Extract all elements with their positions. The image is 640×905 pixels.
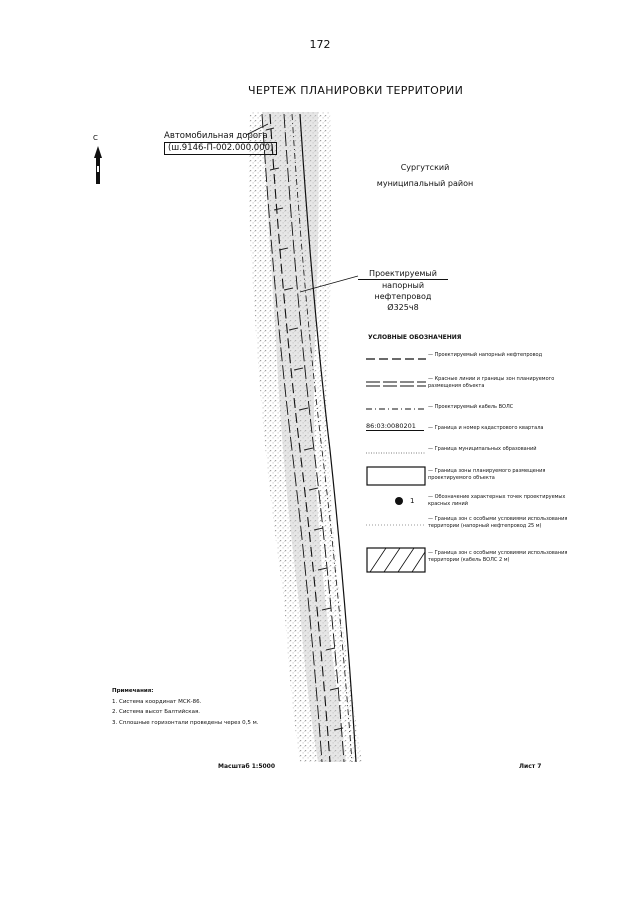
legend-symbol-cable-zone <box>366 547 428 573</box>
note-line: 3. Сплошные горизонтали проведены через 0,5 м. <box>112 719 259 726</box>
legend-text: — Граница зоны планируемого размещения проектируемого объекта <box>428 468 546 481</box>
legend-symbol-pipeline <box>366 356 426 362</box>
note-line: 1. Система координат МСК-86. <box>112 698 202 705</box>
legend-text: — Проектируемый кабель ВОЛС <box>428 404 514 410</box>
legend-symbol-zone-border <box>366 466 428 486</box>
legend-symbol-cable <box>366 406 426 412</box>
legend-cadastral-code: 86:03:0080201 <box>366 422 424 431</box>
sheet-label: Лист 7 <box>519 763 542 770</box>
pipeline-label <box>358 268 448 313</box>
legend-symbol-red-lines <box>366 380 426 388</box>
district-label-line2: муниципальный район <box>376 179 474 188</box>
legend-text: — Красные линии и границы зон планируемого размещения объекта <box>428 376 555 389</box>
scale-label: Масштаб 1:5000 <box>218 763 276 770</box>
pipeline-label-line3: нефтепровод <box>374 292 432 301</box>
legend-point-marker-icon <box>394 496 404 506</box>
legend-item <box>366 376 581 406</box>
notes-title: Примечания: <box>112 688 154 694</box>
north-arrow-icon <box>91 146 105 186</box>
road-label-line1: Автомобильная дорога <box>164 131 277 143</box>
district-label-line1: Сургутский <box>400 163 450 172</box>
legend-text: — Граница муниципальных образований <box>428 446 537 452</box>
north-letter: С <box>93 134 98 142</box>
legend-point-number: 1 <box>410 497 415 505</box>
drawing-title: ЧЕРТЕЖ ПЛАНИРОВКИ ТЕРРИТОРИИ <box>248 84 464 97</box>
note-line: 2. Система высот Балтийская. <box>112 709 200 715</box>
legend-item <box>366 466 581 496</box>
district-label <box>350 160 500 192</box>
notes <box>112 686 259 728</box>
pipeline-label-line4: Ø325ч8 <box>387 303 419 312</box>
legend-symbol-municipal-border <box>366 450 426 456</box>
legend-item <box>366 516 581 546</box>
legend-symbol-pipeline-zone <box>366 522 426 528</box>
road-label <box>164 131 277 155</box>
pipeline-label-line1: Проектируемый <box>358 268 448 280</box>
north-arrow <box>91 134 105 186</box>
road-label-line2: (ш.9146-П-002.000.000) <box>164 143 277 155</box>
legend-text: — Граница зон с особыми условиями использования территории (кабель ВОЛС 2 м) <box>428 550 568 563</box>
legend-item <box>366 547 581 577</box>
legend-text: — Граница зон с особыми условиями использования территории (напорный нефтепровод 25 м) <box>428 516 568 529</box>
legend-text: — Проектируемый напорный нефтепровод <box>428 352 543 358</box>
legend-text: — Граница и номер кадастрового квартала <box>428 425 544 431</box>
pipeline-label-line2: напорный <box>381 281 425 290</box>
legend-text: — Обозначение характерных точек проектируемых красных линий <box>428 494 566 507</box>
page-number: 172 <box>309 38 331 51</box>
legend-title: УСЛОВНЫЕ ОБОЗНАЧЕНИЯ <box>368 334 462 341</box>
